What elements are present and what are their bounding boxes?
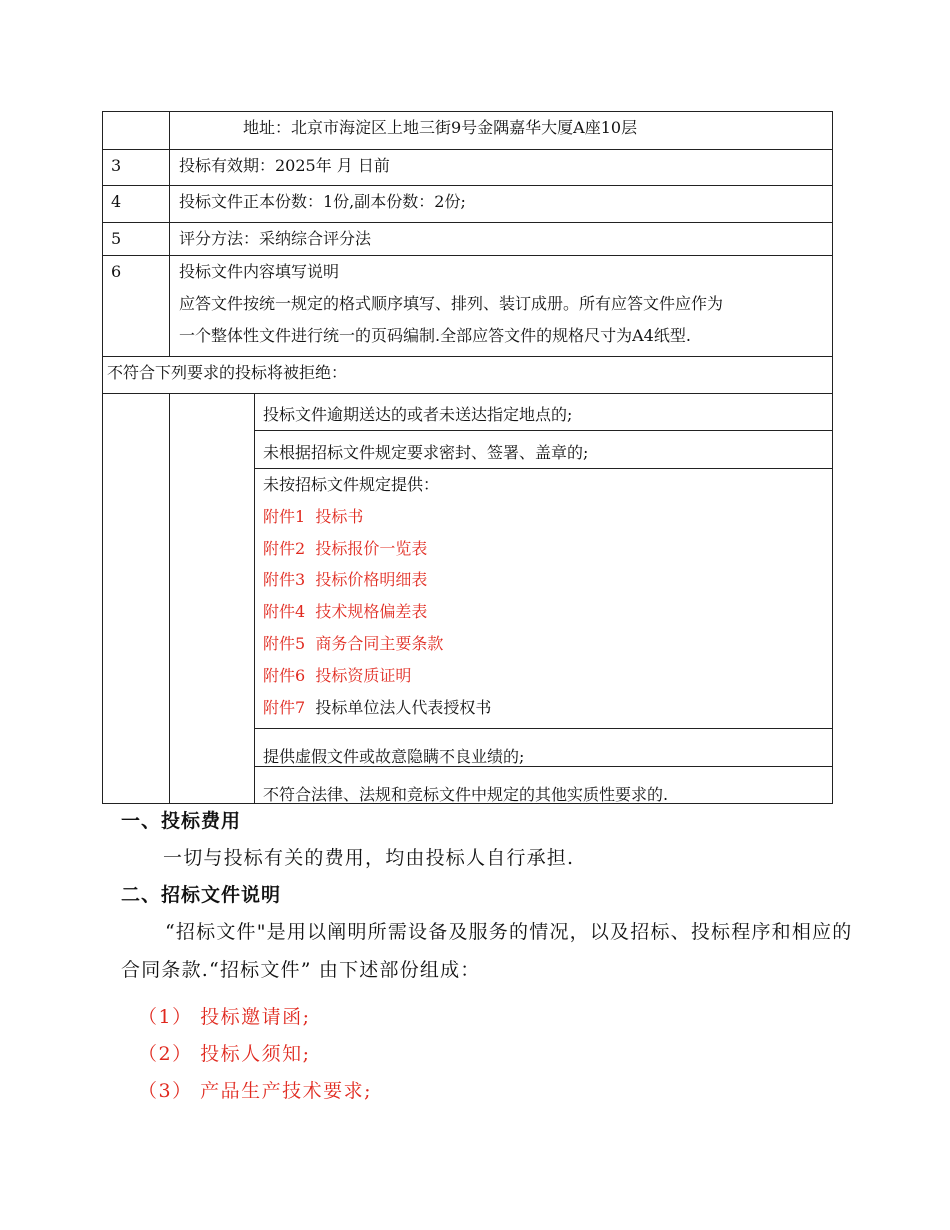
reject-item: 提供虚假文件或故意隐瞒不良业绩的;: [255, 729, 832, 767]
reject-item: 未根据招标文件规定要求密封、签署、盖章的;: [255, 431, 832, 469]
attachment-item: 附件3 投标价格明细表: [263, 570, 428, 590]
list-item: （1） 投标邀请函;: [138, 1006, 311, 1028]
fill-instructions-line: 应答文件按统一规定的格式顺序填写、排列、装订成册。所有应答文件应作为: [179, 294, 724, 313]
section-heading: 一、投标费用: [121, 810, 242, 832]
copies-text: 投标文件正本份数：1份,副本份数：2份;: [170, 186, 833, 223]
empty-cell: [103, 394, 170, 804]
section-heading: 二、招标文件说明: [121, 884, 282, 906]
fill-instructions-cell: [170, 256, 833, 357]
scoring-text: 评分方法：采纳综合评分法: [170, 223, 833, 256]
section-body: 一切与投标有关的费用，均由投标人自行承担.: [163, 847, 575, 869]
empty-cell: [170, 394, 255, 804]
fill-instructions-line: 一个整体性文件进行统一的页码编制.全部应答文件的规格尺寸为A4纸型.: [179, 326, 691, 345]
reject-item-attachments: [255, 469, 832, 729]
row-number: 5: [103, 223, 170, 256]
requirements-table: [102, 111, 832, 804]
address-text: 地址：北京市海淀区上地三街9号金隅嘉华大厦A座10层: [243, 118, 638, 137]
attachment-item: 附件2 投标报价一览表: [263, 538, 428, 558]
attachment-item: 附件7 投标单位法人代表授权书: [263, 697, 492, 717]
attachment-item: 附件5 商务合同主要条款: [263, 633, 444, 653]
attachments-title: 未按招标文件规定提供：: [263, 475, 440, 494]
section-body: “招标文件"是用以阐明所需设备及服务的情况，以及招标、投标程序和相应的合同条款.“招标文件” 由下述部份组成：: [121, 921, 853, 981]
address-cell: [170, 112, 833, 150]
row-number: 6: [103, 256, 170, 357]
reject-items-cell: [255, 394, 833, 804]
row-number: 4: [103, 186, 170, 223]
row-number: 3: [103, 150, 170, 186]
list-item: （2） 投标人须知;: [138, 1043, 311, 1065]
number-cell: [103, 112, 170, 150]
reject-item: 不符合法律、法规和竞标文件中规定的其他实质性要求的.: [263, 785, 669, 804]
attachment-item: 附件6 投标资质证明: [263, 665, 412, 685]
attachment-item: 附件4 技术规格偏差表: [263, 602, 428, 622]
reject-heading: 不符合下列要求的投标将被拒绝：: [103, 357, 833, 394]
fill-instructions-title: 投标文件内容填写说明: [179, 262, 340, 281]
validity-text: 投标有效期：2025年 月 日前: [170, 150, 833, 186]
list-item: （3） 产品生产技术要求;: [138, 1080, 373, 1102]
attachment-item: 附件1 投标书: [263, 506, 364, 526]
reject-item: 投标文件逾期送达的或者未送达指定地点的;: [255, 394, 832, 431]
